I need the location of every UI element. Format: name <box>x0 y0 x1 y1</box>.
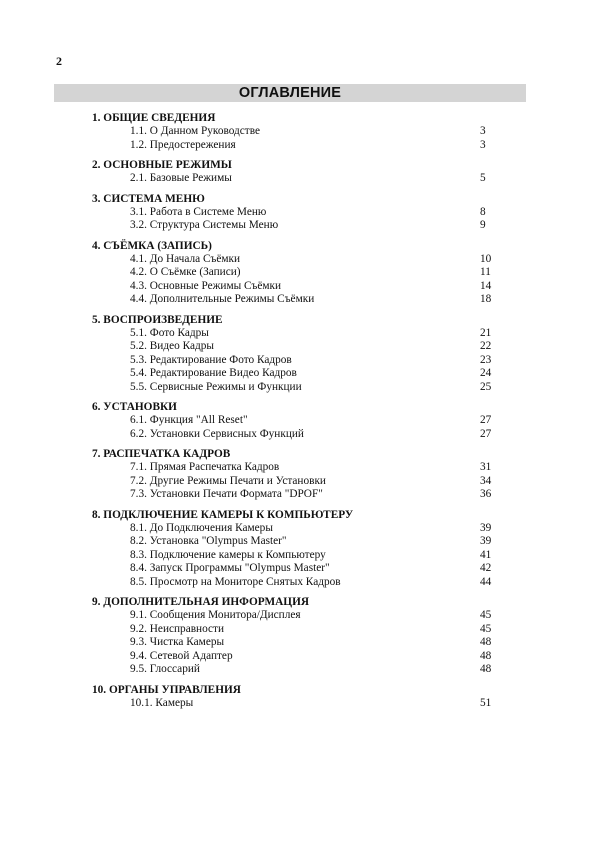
entry-page-number: 3 <box>480 125 486 137</box>
toc-entry <box>92 562 504 576</box>
entry-page-number: 25 <box>480 380 492 393</box>
entry-page-number: 41 <box>480 548 492 561</box>
section-title: 1. ОБЩИЕ СВЕДЕНИЯ <box>92 112 216 124</box>
toc-entry <box>92 206 504 220</box>
entry-page-number: 11 <box>480 266 491 278</box>
toc-entry <box>92 219 504 233</box>
toc-section <box>92 111 504 152</box>
entry-page-number: 51 <box>480 696 492 709</box>
entry-label: 8.5. Просмотр на Мониторе Снятых Кадров <box>130 575 341 588</box>
entry-page-number: 31 <box>480 461 492 473</box>
entry-label: 10.1. Камеры <box>130 696 194 709</box>
entry-label: 4.1. До Начала Съёмки <box>130 252 241 265</box>
entry-label: 5.4. Редактирование Видео Кадров <box>130 367 297 379</box>
toc-entry <box>92 623 504 637</box>
entry-label: 7.1. Прямая Распечатка Кадров <box>130 461 280 473</box>
entry-page-number: 36 <box>480 488 492 500</box>
toc-entry <box>92 697 504 711</box>
entry-page-number: 27 <box>480 414 492 426</box>
entry-label: 5.2. Видео Кадры <box>130 340 214 352</box>
entry-page-number: 44 <box>480 575 492 588</box>
entry-page-number: 10 <box>480 252 492 265</box>
entry-page-number: 39 <box>480 535 492 547</box>
toc-entry <box>92 488 504 502</box>
entry-label: 6.1. Функция "All Reset" <box>130 414 248 426</box>
entry-label: 1.1. О Данном Руководстве <box>130 125 261 137</box>
entry-label: 8.2. Установка "Olympus Master" <box>130 535 287 547</box>
section-title: 4. СЪЁМКА (ЗАПИСЬ) <box>92 239 212 252</box>
toc-entry <box>92 172 504 186</box>
entry-label: 6.2. Установки Сервисных Функций <box>130 427 304 440</box>
entry-label: 5.3. Редактирование Фото Кадров <box>130 353 292 366</box>
toc-entry <box>92 535 504 549</box>
section-title: 6. УСТАНОВКИ <box>92 401 177 413</box>
toc-entry <box>92 609 504 623</box>
entry-label: 8.1. До Подключения Камеры <box>130 521 273 534</box>
section-title: 2. ОСНОВНЫЕ РЕЖИМЫ <box>92 159 232 171</box>
entry-page-number: 8 <box>480 205 486 218</box>
toc-entry <box>92 522 504 536</box>
toc-section <box>92 158 504 186</box>
toc-entry <box>92 636 504 650</box>
entry-label: 7.2. Другие Режимы Печати и Установки <box>130 474 326 487</box>
section-title: 3. СИСТЕМА МЕНЮ <box>92 192 205 205</box>
toc-entry <box>92 340 504 354</box>
entry-label: 8.4. Запуск Программы "Olympus Master" <box>130 562 330 574</box>
section-title: 7. РАСПЕЧАТКА КАДРОВ <box>92 448 231 460</box>
entry-page-number: 23 <box>480 353 492 366</box>
entry-page-number: 14 <box>480 279 492 292</box>
toc-entry <box>92 549 504 563</box>
toc-entry <box>92 663 504 677</box>
entry-page-number: 27 <box>480 427 492 440</box>
entry-label: 5.5. Сервисные Режимы и Функции <box>130 380 302 393</box>
entry-page-number: 48 <box>480 636 492 648</box>
section-title: 9. ДОПОЛНИТЕЛЬНАЯ ИНФОРМАЦИЯ <box>92 596 310 608</box>
page-number: 2 <box>56 54 62 68</box>
entry-page-number: 21 <box>480 326 492 339</box>
entry-label: 9.1. Сообщения Монитора/Дисплея <box>130 609 301 621</box>
entry-label: 4.2. О Съёмке (Записи) <box>130 266 241 278</box>
entry-page-number: 5 <box>480 172 486 184</box>
entry-page-number: 34 <box>480 474 492 487</box>
entry-label: 8.3. Подключение камеры к Компьютеру <box>130 548 326 561</box>
entry-page-number: 45 <box>480 609 492 621</box>
entry-page-number: 48 <box>480 663 492 675</box>
toc-title: ОГЛАВЛЕНИЕ <box>54 84 526 102</box>
toc-section <box>92 192 504 233</box>
section-title: 5. ВОСПРОИЗВЕДЕНИЕ <box>92 313 223 326</box>
entry-label: 9.2. Неисправности <box>130 622 225 635</box>
toc-section <box>92 508 504 590</box>
toc-section <box>92 400 504 441</box>
toc-entry <box>92 367 504 381</box>
entry-page-number: 22 <box>480 340 492 352</box>
entry-label: 4.4. Дополнительные Режимы Съёмки <box>130 293 315 305</box>
toc-entry <box>92 354 504 368</box>
section-title: 10. ОРГАНЫ УПРАВЛЕНИЯ <box>92 683 241 696</box>
entry-label: 9.4. Сетевой Адаптер <box>130 649 233 662</box>
entry-label: 3.2. Структура Системы Меню <box>130 219 279 231</box>
toc-entry <box>92 475 504 489</box>
toc-entry <box>92 576 504 590</box>
toc-entry <box>92 650 504 664</box>
entry-page-number: 9 <box>480 219 486 231</box>
toc-section <box>92 447 504 502</box>
toc-entry <box>92 293 504 307</box>
entry-page-number: 48 <box>480 649 492 662</box>
entry-page-number: 42 <box>480 562 492 574</box>
entry-label: 5.1. Фото Кадры <box>130 326 209 339</box>
entry-page-number: 45 <box>480 622 492 635</box>
toc-entry <box>92 428 504 442</box>
toc-entry <box>92 253 504 267</box>
toc-entry <box>92 280 504 294</box>
toc-entry <box>92 461 504 475</box>
toc-entry <box>92 414 504 428</box>
entry-page-number: 24 <box>480 367 492 379</box>
entry-label: 7.3. Установки Печати Формата "DPOF" <box>130 488 323 500</box>
entry-label: 9.3. Чистка Камеры <box>130 636 225 648</box>
toc-entry <box>92 125 504 139</box>
entry-label: 1.2. Предостережения <box>130 138 236 151</box>
toc-entry <box>92 381 504 395</box>
entry-page-number: 39 <box>480 521 492 534</box>
toc-entry <box>92 139 504 153</box>
entry-label: 9.5. Глоссарий <box>130 663 200 675</box>
table-of-contents <box>92 111 504 716</box>
entry-label: 3.1. Работа в Системе Меню <box>130 205 267 218</box>
toc-section <box>92 313 504 395</box>
entry-label: 4.3. Основные Режимы Съёмки <box>130 279 282 292</box>
entry-page-number: 18 <box>480 293 492 305</box>
section-title: 8. ПОДКЛЮЧЕНИЕ КАМЕРЫ К КОМПЬЮТЕРУ <box>92 508 354 521</box>
toc-entry <box>92 327 504 341</box>
entry-page-number: 3 <box>480 138 486 151</box>
toc-section <box>92 595 504 677</box>
toc-entry <box>92 266 504 280</box>
toc-section <box>92 683 504 711</box>
toc-section <box>92 239 504 307</box>
entry-label: 2.1. Базовые Режимы <box>130 172 232 184</box>
